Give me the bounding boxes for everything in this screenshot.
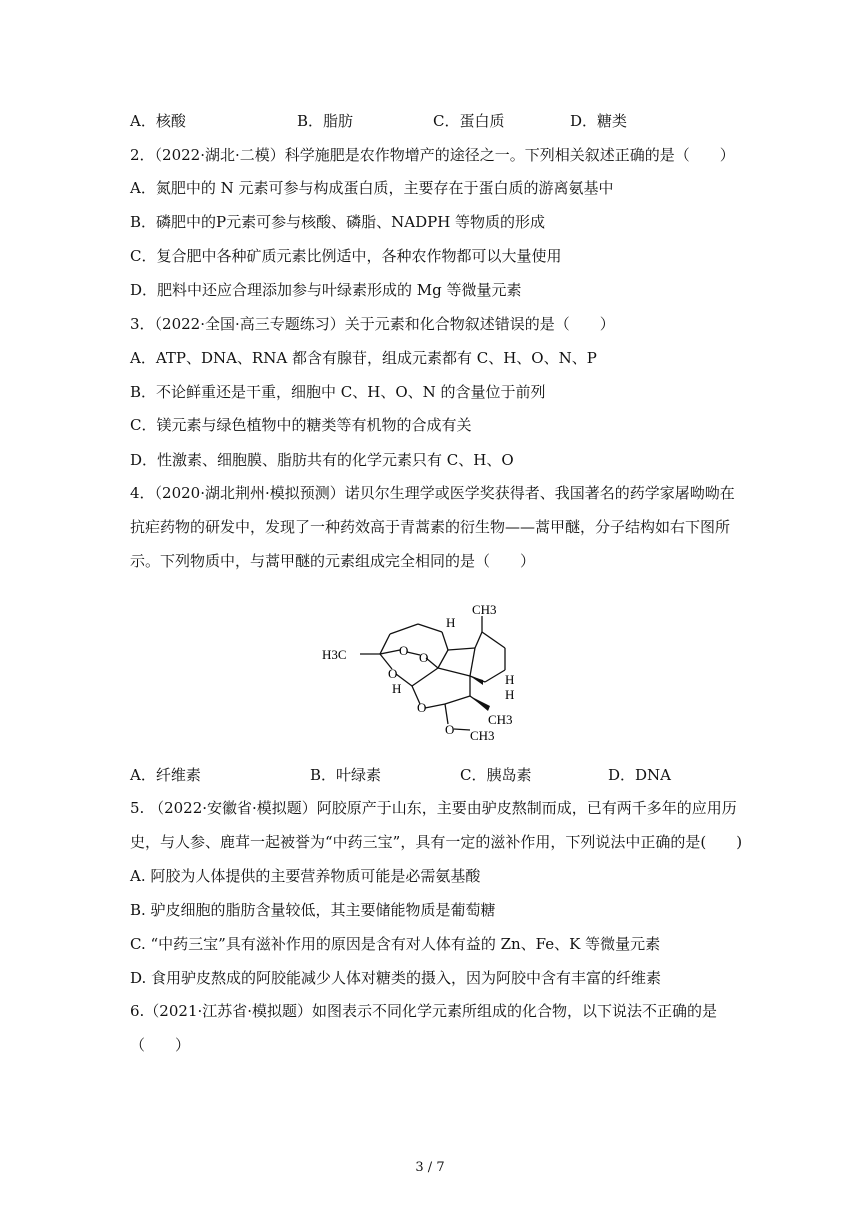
q2-option-d: D．肥料中还应合理添加参与叶绿素形成的 Mg 等微量元素 bbox=[130, 281, 522, 299]
artemether-structure-diagram bbox=[320, 592, 530, 747]
label-oxygen-5: O bbox=[445, 722, 455, 737]
label-oxygen-3: O bbox=[419, 650, 429, 665]
q4-stem-line-2: 抗疟药物的研发中，发现了一种药效高于青蒿素的衍生物——蒿甲醚，分子结构如右下图所 bbox=[130, 518, 731, 536]
q4-stem-line-3: 示。下列物质中，与蒿甲醚的元素组成完全相同的是（ ） bbox=[130, 552, 536, 570]
q4-option-a: A．纤维素 bbox=[130, 766, 201, 784]
label-oxygen-1: O bbox=[399, 643, 409, 658]
q2-option-b: B．磷肥中的P元素可参与核酸、磷脂、NADPH 等物质的形成 bbox=[130, 213, 546, 231]
q1-option-c: C．蛋白质 bbox=[433, 112, 505, 130]
label-ch3-top: CH3 bbox=[472, 602, 497, 617]
q1-option-a: A．核酸 bbox=[130, 112, 186, 130]
q1-options bbox=[130, 110, 750, 132]
q4-options bbox=[130, 764, 750, 786]
page-number: 3 / 7 bbox=[415, 1160, 445, 1175]
q3-option-c: C．镁元素与绿色植物中的糖类等有机物的合成有关 bbox=[130, 416, 472, 434]
q4-option-b: B．叶绿素 bbox=[310, 766, 382, 784]
q3-option-d: D．性激素、细胞膜、脂肪共有的化学元素只有 C、H、O bbox=[130, 451, 514, 469]
label-oxygen-2: O bbox=[388, 666, 398, 681]
q1-option-d: D．糖类 bbox=[570, 112, 628, 130]
q4-option-d: D．DNA bbox=[608, 766, 672, 784]
q1-option-b: B．脂肪 bbox=[297, 112, 354, 130]
q6-stem-line-2: （ ） bbox=[130, 1036, 191, 1054]
label-h-left: H bbox=[392, 681, 402, 696]
label-oxygen-4: O bbox=[417, 700, 427, 715]
label-h-right-1: H bbox=[505, 672, 515, 687]
q5-option-b: B. 驴皮细胞的脂肪含量较低，其主要储能物质是葡萄糖 bbox=[130, 901, 496, 919]
q3-stem: 3．（2022·全国·高三专题练习）关于元素和化合物叙述错误的是（ ） bbox=[130, 315, 615, 333]
q5-option-c: C. “中药三宝”具有滋补作用的原因是含有对人体有益的 Zn、Fe、K 等微量元素 bbox=[130, 935, 661, 953]
label-ch3-right: CH3 bbox=[488, 712, 513, 727]
q5-option-d: D. 食用驴皮熬成的阿胶能减少人体对糖类的摄入，因为阿胶中含有丰富的纤维素 bbox=[130, 969, 662, 987]
q5-stem-line-2: 史，与人参、鹿茸一起被誉为“中药三宝”，具有一定的滋补作用，下列说法中正确的是( ) bbox=[130, 833, 743, 851]
label-h-top: H bbox=[446, 615, 456, 630]
q2-option-c: C．复合肥中各种矿质元素比例适中，各种农作物都可以大量使用 bbox=[130, 247, 562, 265]
q4-stem-line-1: 4．（2020·湖北荆州·模拟预测）诺贝尔生理学或医学奖获得者、我国著名的药学家屠呦呦在 bbox=[130, 484, 735, 502]
q2-stem: 2．（2022·湖北·二模）科学施肥是农作物增产的途径之一。下列相关叙述正确的是（ ） bbox=[130, 146, 735, 164]
label-h-right-2: H bbox=[505, 687, 515, 702]
q4-option-c: C．胰岛素 bbox=[460, 766, 532, 784]
q5-option-a: A. 阿胶为人体提供的主要营养物质可能是必需氨基酸 bbox=[130, 867, 481, 885]
q3-option-a: A．ATP、DNA、RNA 都含有腺苷，组成元素都有 C、H、O、N、P bbox=[130, 349, 597, 367]
q6-stem-line-1: 6.（2021·江苏省·模拟题）如图表示不同化学元素所组成的化合物，以下说法不正确的是 bbox=[130, 1002, 718, 1020]
label-ch3-bottom: CH3 bbox=[470, 728, 495, 743]
q3-option-b: B．不论鲜重还是干重，细胞中 C、H、O、N 的含量位于前列 bbox=[130, 383, 546, 401]
label-h3c: H3C bbox=[322, 647, 347, 662]
q5-stem-line-1: 5. （2022·安徽省·模拟题）阿胶原产于山东，主要由驴皮熬制而成，已有两千多年的应用历 bbox=[130, 799, 737, 817]
q2-option-a: A．氮肥中的 N 元素可参与构成蛋白质，主要存在于蛋白质的游离氨基中 bbox=[130, 179, 614, 197]
